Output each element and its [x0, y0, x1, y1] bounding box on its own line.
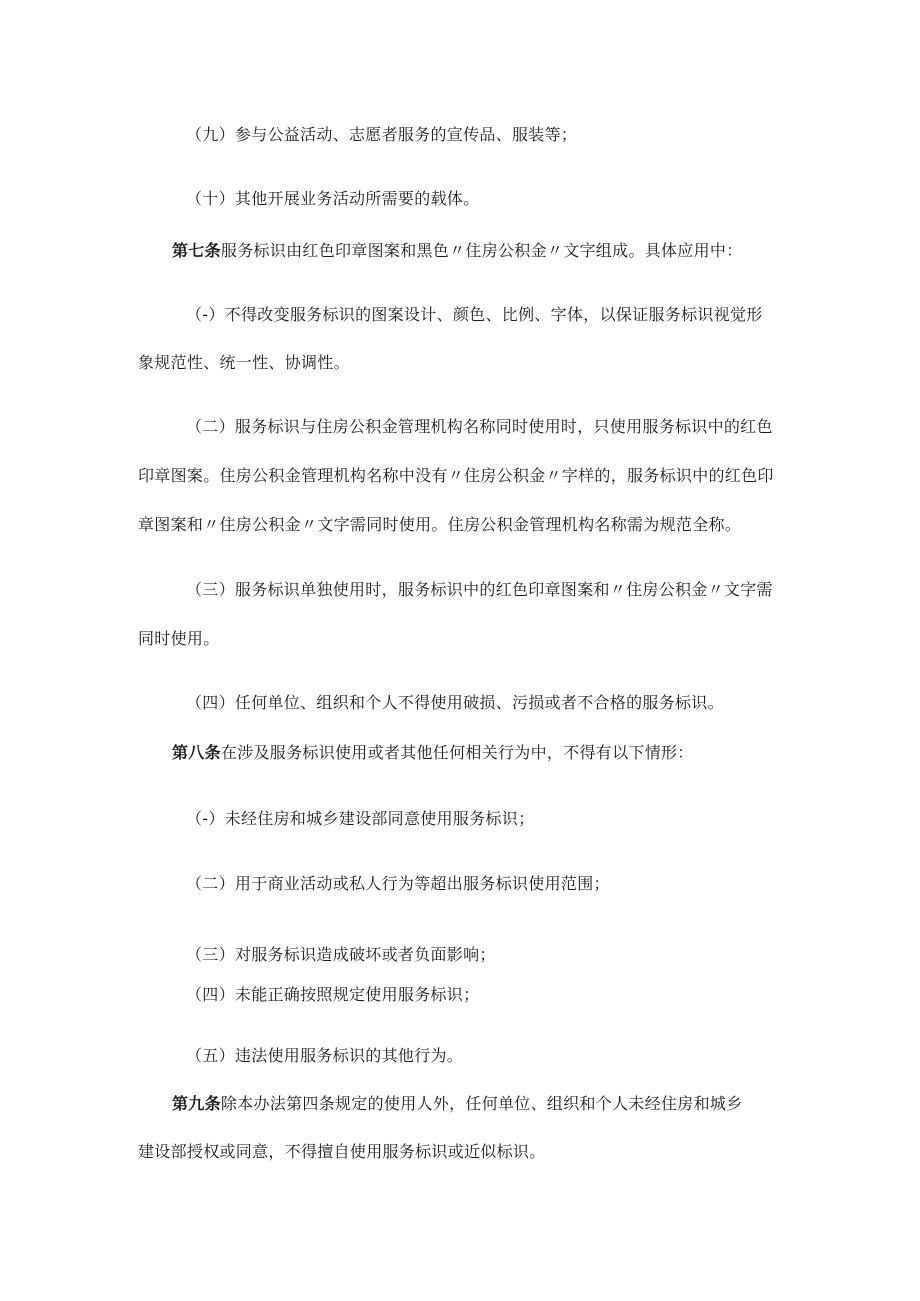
article-7-text: 服务标识由红色印章图案和黑色〃住房公积金〃文字组成。具体应用中：	[220, 241, 743, 260]
article-8-heading: 第八条	[172, 743, 221, 762]
article-7-heading: 第七条	[172, 241, 221, 260]
article-7-item-2: （二）服务标识与住房公积金管理机构名称同时使用时，只使用服务标识中的红色	[186, 417, 773, 436]
article-7	[172, 240, 743, 262]
article-9-text: 除本办法第四条规定的使用人外，任何单位、组织和个人未经住房和城乡	[220, 1094, 743, 1113]
article-7-item-2-cont: 章图案和〃住房公积金〃文字需同时使用。住房公积金管理机构名称需为规范全称。	[138, 515, 742, 534]
article-8-item-5: （五）违法使用服务标识的其他行为。	[186, 1046, 464, 1065]
article-7-item-4: （四）任何单位、组织和个人不得使用破损、污损或者不合格的服务标识。	[186, 693, 724, 712]
article-7-item-3: （三）服务标识单独使用时，服务标识中的红色印章图案和〃住房公积金〃文字需	[186, 580, 773, 599]
article-7-item-3-cont: 同时使用。	[138, 629, 220, 648]
item-9: （九）参与公益活动、志愿者服务的宣传品、服装等；	[186, 125, 578, 144]
item-10: （十）其他开展业务活动所需要的载体。	[186, 189, 480, 208]
article-8-item-1: （-）未经住房和城乡建设部同意使用服务标识；	[186, 809, 535, 828]
article-7-item-1: （-）不得改变服务标识的图案设计、颜色、比例、字体，以保证服务标识视觉形	[186, 305, 763, 324]
article-8-item-3: （三）对服务标识造成破坏或者负面影响；	[186, 945, 496, 964]
article-7-item-1-cont: 象规范性、统一性、协调性。	[138, 353, 350, 372]
article-8-item-4: （四）未能正确按照规定使用服务标识；	[186, 985, 480, 1004]
article-8	[172, 742, 694, 764]
article-7-item-2-cont: 印章图案。住房公积金管理机构名称中没有〃住房公积金〃字样的，服务标识中的红色印	[138, 466, 774, 485]
article-8-item-2: （二）用于商业活动或私人行为等超出服务标识使用范围；	[186, 874, 610, 893]
article-8-text: 在涉及服务标识使用或者其他任何相关行为中，不得有以下情形：	[220, 743, 694, 762]
article-9	[172, 1093, 743, 1115]
article-9-cont: 建设部授权或同意，不得擅自使用服务标识或近似标识。	[138, 1142, 546, 1161]
article-9-heading: 第九条	[172, 1094, 221, 1113]
